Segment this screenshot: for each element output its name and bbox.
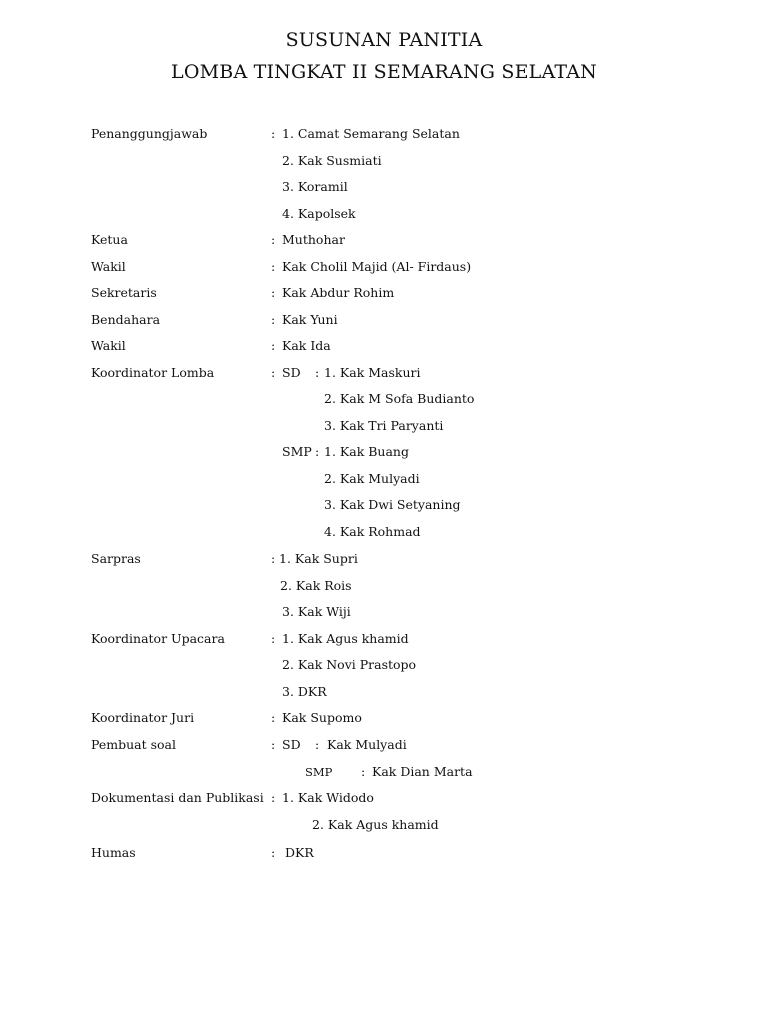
- colon: :: [315, 737, 320, 752]
- dokumentasi-item: 2. Kak Agus khamid: [312, 817, 439, 832]
- sekretaris-value: Kak Abdur Rohim: [282, 285, 395, 300]
- penanggungjawab-item: 3. Koramil: [282, 179, 348, 194]
- smp-label: SMP: [282, 444, 312, 459]
- colon: :: [271, 737, 276, 752]
- smp-item: 3. Kak Dwi Setyaning: [324, 497, 461, 512]
- colon: :: [271, 631, 276, 646]
- sarpras-item: 3. Kak Wiji: [282, 604, 351, 619]
- colon: :: [271, 710, 276, 725]
- colon: :: [271, 285, 276, 300]
- humas-value: DKR: [285, 845, 314, 860]
- juri-value: Kak Supomo: [282, 710, 362, 725]
- colon: :: [315, 365, 320, 380]
- upacara-item: 1. Kak Agus khamid: [282, 631, 409, 646]
- sd-item: 3. Kak Tri Paryanti: [324, 418, 444, 433]
- label-koordinator-lomba: Koordinator Lomba: [91, 365, 215, 380]
- colon: :: [271, 338, 276, 353]
- smp-item: 1. Kak Buang: [324, 444, 409, 459]
- label-koordinator-upacara: Koordinator Upacara: [91, 631, 225, 646]
- penanggungjawab-item: 4. Kapolsek: [282, 206, 356, 221]
- document-title: SUSUNAN PANITIA: [285, 29, 483, 51]
- sarpras-item: 2. Kak Rois: [280, 578, 352, 593]
- smp-label: SMP: [305, 765, 333, 779]
- colon: :: [271, 365, 276, 380]
- document-subtitle: LOMBA TINGKAT II SEMARANG SELATAN: [171, 61, 597, 83]
- colon: :: [271, 312, 276, 327]
- colon: :: [271, 259, 276, 274]
- smp-item: 2. Kak Mulyadi: [324, 471, 420, 486]
- colon: :: [271, 551, 276, 566]
- label-dokumentasi-publikasi: Dokumentasi dan Publikasi: [91, 790, 264, 805]
- label-pembuat-soal: Pembuat soal: [91, 737, 176, 752]
- upacara-item: 2. Kak Novi Prastopo: [282, 657, 417, 672]
- label-humas: Humas: [91, 845, 136, 860]
- upacara-item: 3. DKR: [282, 684, 327, 699]
- sd-label: SD: [282, 737, 301, 752]
- label-penanggungjawab: Penanggungjawab: [91, 126, 208, 141]
- wakil-value: Kak Ida: [282, 338, 331, 353]
- smp-item: 4. Kak Rohmad: [324, 524, 421, 539]
- wakil-value: Kak Cholil Majid (Al- Firdaus): [282, 259, 472, 274]
- dokumentasi-item: 1. Kak Widodo: [282, 790, 374, 805]
- sd-label: SD: [282, 365, 301, 380]
- penanggungjawab-item: 1. Camat Semarang Selatan: [282, 126, 460, 141]
- colon: :: [361, 764, 366, 779]
- sd-item: 1. Kak Maskuri: [324, 365, 421, 380]
- sd-item: 2. Kak M Sofa Budianto: [324, 391, 475, 406]
- label-sarpras: Sarpras: [91, 551, 141, 566]
- label-wakil: Wakil: [91, 259, 126, 274]
- pembuat-soal-sd-value: Kak Mulyadi: [327, 737, 407, 752]
- penanggungjawab-item: 2. Kak Susmiati: [282, 153, 382, 168]
- colon: :: [271, 126, 276, 141]
- colon: :: [271, 790, 276, 805]
- sarpras-item: 1. Kak Supri: [279, 551, 358, 566]
- colon: :: [271, 845, 276, 860]
- ketua-value: Muthohar: [282, 232, 345, 247]
- label-koordinator-juri: Koordinator Juri: [91, 710, 195, 725]
- label-bendahara: Bendahara: [91, 312, 161, 327]
- label-ketua: Ketua: [91, 232, 128, 247]
- bendahara-value: Kak Yuni: [282, 312, 338, 327]
- pembuat-soal-smp-value: Kak Dian Marta: [372, 764, 473, 779]
- label-sekretaris: Sekretaris: [91, 285, 157, 300]
- colon: :: [315, 444, 320, 459]
- label-wakil: Wakil: [91, 338, 126, 353]
- colon: :: [271, 232, 276, 247]
